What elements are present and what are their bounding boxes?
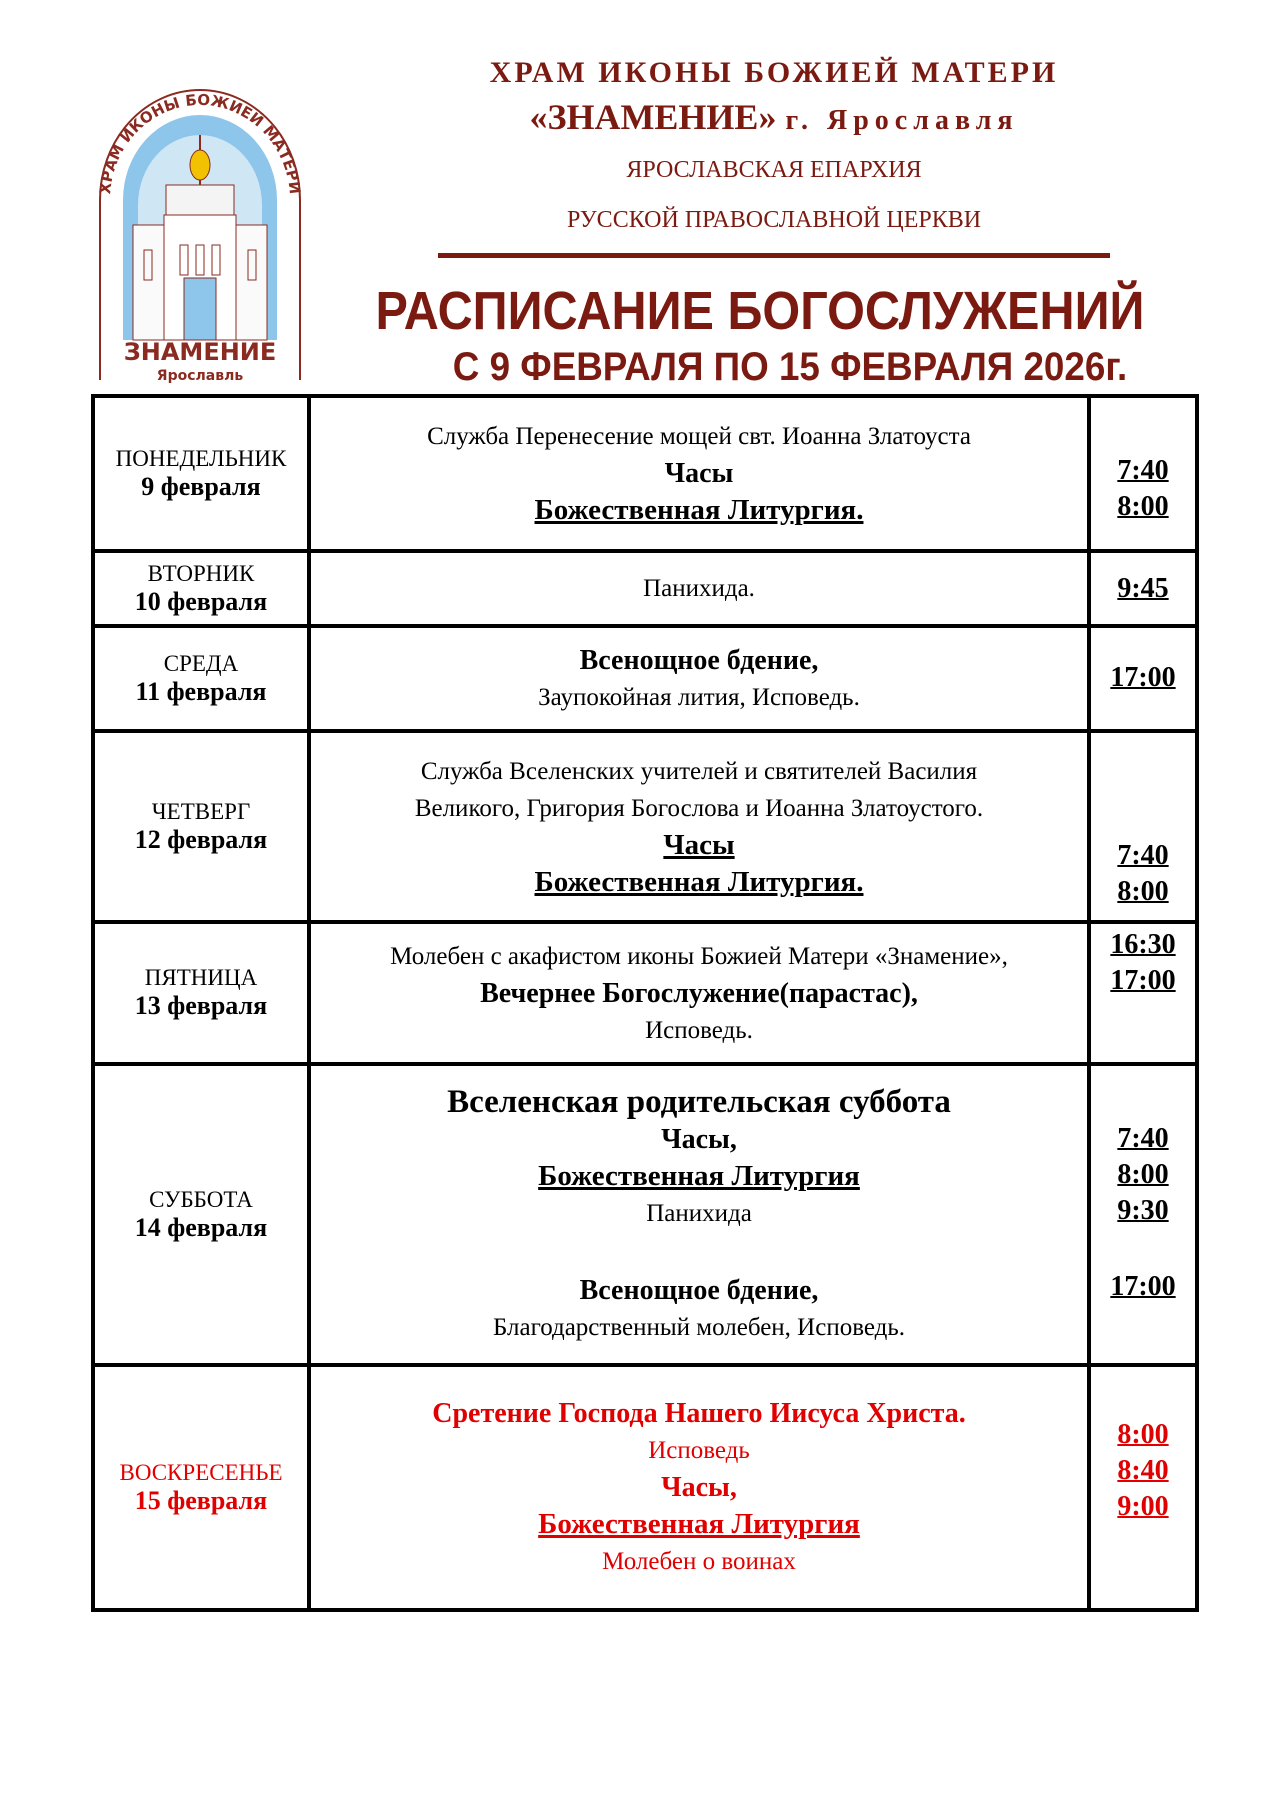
service-time: 17:00 <box>1110 1271 1176 1302</box>
service-line: Исповедь. <box>645 1016 753 1044</box>
header-church-title <box>438 96 1110 138</box>
service-time: 8:00 <box>1117 1419 1169 1450</box>
services-cell <box>309 922 1089 1064</box>
schedule-row <box>93 1365 1197 1610</box>
service-time: 8:40 <box>1117 1455 1169 1486</box>
service-line: Всенощное бдение, <box>579 1274 819 1306</box>
schedule-row <box>93 731 1197 922</box>
service-line: Вечернее Богослужение(парастас), <box>480 977 918 1009</box>
date: 14 февраля <box>134 1212 268 1242</box>
day-cell <box>93 1365 309 1610</box>
spacer <box>1091 1229 1195 1269</box>
service-time: 7:40 <box>1117 1123 1169 1154</box>
service-line: Панихида. <box>643 575 755 602</box>
day-cell <box>93 922 309 1064</box>
service-line: Божественная Литургия. <box>534 865 864 898</box>
service-line: Часы, <box>661 1472 737 1503</box>
service-line: Служба Вселенских учителей и святителей Василия <box>420 757 978 785</box>
day-cell <box>93 731 309 922</box>
service-time: 9:00 <box>1117 1491 1169 1522</box>
service-line: Сретение Господа Нашего Иисуса Христа. <box>432 1398 966 1429</box>
weekday: ВТОРНИК <box>147 560 255 586</box>
time-cell <box>1089 922 1197 1064</box>
logo-city: Ярославль <box>156 368 244 384</box>
day-cell <box>93 1064 309 1365</box>
weekday: ЧЕТВЕРГ <box>151 798 251 824</box>
day-cell <box>93 551 309 626</box>
time-cell <box>1089 1365 1197 1610</box>
page-subtitle: С 9 ФЕВРАЛЯ ПО 15 ФЕВРАЛЯ 2026г. <box>452 345 1128 389</box>
time-cell <box>1089 1064 1197 1365</box>
weekday: СРЕДА <box>163 650 239 676</box>
date: 12 февраля <box>134 824 268 854</box>
service-time: 7:40 <box>1117 840 1169 871</box>
service-line: Великого, Григория Богослова и Иоанна Златоустого. <box>414 794 984 822</box>
time-cell <box>1089 731 1197 922</box>
service-line: Божественная Литургия <box>538 1159 860 1192</box>
weekday: СУББОТА <box>149 1186 253 1212</box>
service-line: Часы, <box>661 1123 737 1155</box>
church-logo <box>88 50 313 390</box>
service-line: Панихида <box>646 1199 752 1227</box>
service-line: Божественная Литургия. <box>534 494 864 526</box>
schedule-row <box>93 551 1197 626</box>
weekday: ПОНЕДЕЛЬНИК <box>115 445 287 471</box>
service-line: Божественная Литургия <box>538 1508 860 1540</box>
schedule-row <box>93 922 1197 1064</box>
time-cell <box>1089 396 1197 551</box>
services-cell <box>309 396 1089 551</box>
service-time: 8:00 <box>1117 1159 1169 1190</box>
header-city: г. Ярославля <box>785 105 1019 136</box>
service-time: 9:45 <box>1117 573 1169 604</box>
service-line: Служба Перенесение мощей свт. Иоанна Златоуста <box>427 423 971 450</box>
header-church: РУССКОЙ ПРАВОСЛАВНОЙ ЦЕРКВИ <box>566 207 982 233</box>
service-line: Вселенская родительская суббота <box>447 1083 951 1120</box>
service-time: 7:40 <box>1117 455 1169 486</box>
time-cell <box>1089 626 1197 731</box>
date: 13 февраля <box>134 991 268 1020</box>
services-cell <box>309 626 1089 731</box>
service-line: Заупокойная лития, Исповедь. <box>538 683 860 711</box>
services-cell <box>309 1064 1089 1365</box>
schedule-row <box>93 396 1197 551</box>
service-line: Часы <box>664 458 734 489</box>
service-line: Благодарственный молебен, Исповедь. <box>492 1313 906 1341</box>
service-line: Молебен о воинах <box>602 1548 796 1575</box>
service-time: 8:00 <box>1117 491 1169 522</box>
date: 15 февраля <box>134 1485 268 1515</box>
services-cell <box>309 731 1089 922</box>
time-cell <box>1089 551 1197 626</box>
spacer <box>311 1232 1087 1272</box>
header-diocese: ЯРОСЛАВСКАЯ ЕПАРХИЯ <box>626 157 922 183</box>
service-line: Исповедь <box>648 1437 750 1464</box>
service-time: 17:00 <box>1110 965 1176 996</box>
schedule-row <box>93 1064 1197 1365</box>
header-divider <box>438 253 1110 258</box>
page-title: РАСПИСАНИЕ БОГОСЛУЖЕНИЙ <box>375 281 1145 341</box>
schedule-table <box>91 394 1199 1612</box>
weekday: ПЯТНИЦА <box>144 965 258 990</box>
service-line: Часы <box>663 828 735 861</box>
schedule-row <box>93 626 1197 731</box>
header-znamenie: «ЗНАМЕНИЕ» <box>529 97 777 137</box>
logo-arc-text: ХРАМ ИКОНЫ БОЖИЕЙ МАТЕРИ <box>96 90 304 196</box>
service-time: 17:00 <box>1110 662 1176 693</box>
service-line: Молебен с акафистом иконы Божией Матери «Знамение», <box>390 942 1008 970</box>
day-cell <box>93 626 309 731</box>
service-time: 16:30 <box>1110 929 1176 960</box>
date: 9 февраля <box>141 471 261 501</box>
service-time: 8:00 <box>1117 876 1169 907</box>
service-line: Всенощное бдение, <box>579 644 819 676</box>
date: 11 февраля <box>135 676 267 706</box>
service-time: 9:30 <box>1117 1195 1169 1226</box>
day-cell <box>93 396 309 551</box>
date: 10 февраля <box>134 586 268 616</box>
services-cell <box>309 551 1089 626</box>
weekday: ВОСКРЕСЕНЬЕ <box>119 1459 283 1485</box>
header-church-name: ХРАМ ИКОНЫ БОЖИЕЙ МАТЕРИ <box>489 56 1059 89</box>
services-cell <box>309 1365 1089 1610</box>
logo-name: ЗНАМЕНИЕ <box>123 338 277 366</box>
